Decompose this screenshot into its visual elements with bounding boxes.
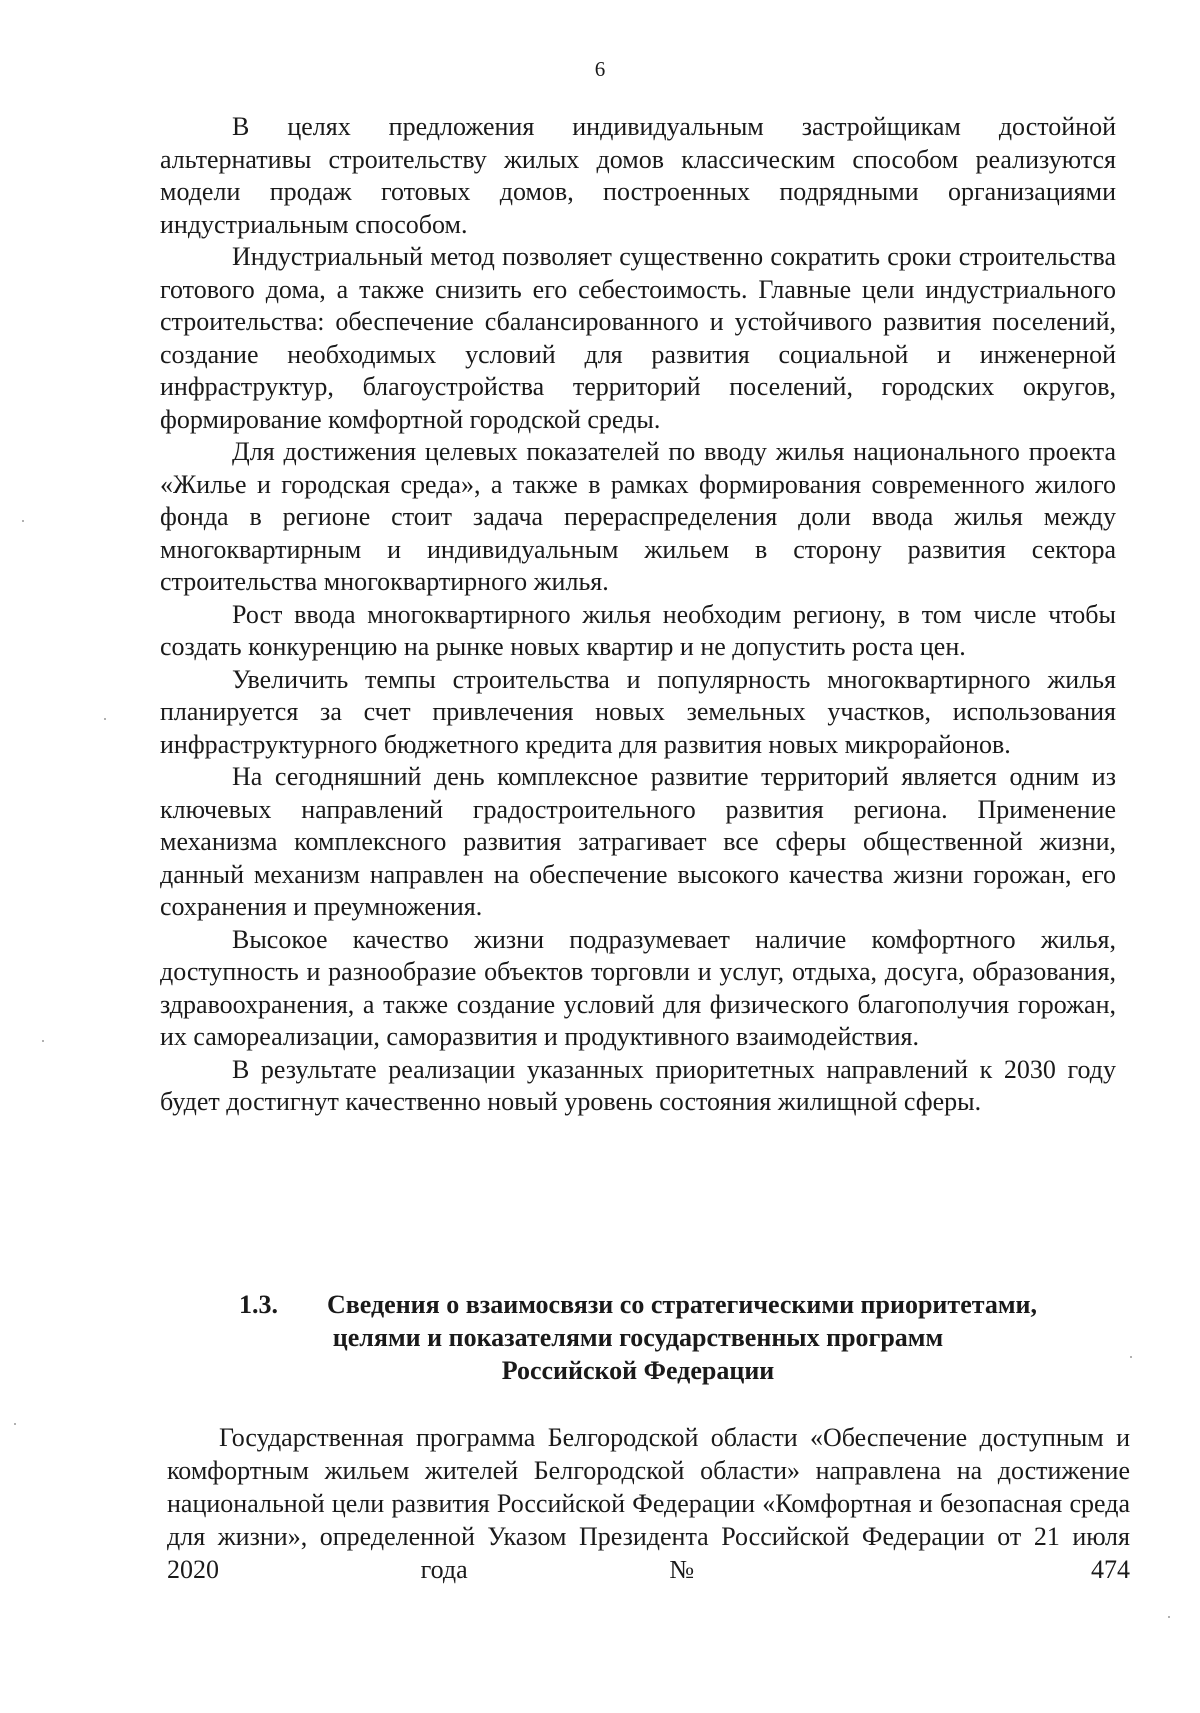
scan-speck <box>42 1040 44 1042</box>
scan-speck <box>104 718 106 720</box>
body-text <box>160 111 1116 1119</box>
paragraph-industrial-method: Индустриальный метод позволяет существенно сократить сроки строительства готового дома, а также снизить его себестоимость. Главные цели индустриального строительства: обеспечение сбалансированного и устойчивого развития поселений, создание необходимых условий для развития социальной и инженерной инфраструктур, благоустройства территорий поселений, городских округов, формирование комфортной городской среды. <box>160 242 1116 434</box>
section-number: 1.3. <box>238 1290 278 1319</box>
page-number: 6 <box>594 57 606 81</box>
section-title-line-1: Сведения о взаимосвязи со стратегическими приоритетами, <box>326 1290 1038 1319</box>
section-title-line-2: целями и показателями государственных программ <box>332 1323 944 1352</box>
paragraph-apartment-growth: Рост ввода многоквартирного жилья необходим региону, в том числе чтобы создать конкуренцию на рынке новых квартир и не допустить роста цен. <box>160 599 1116 661</box>
section-heading-first-line <box>160 1288 1116 1321</box>
scan-speck <box>1130 1356 1132 1358</box>
paragraph-result-2030: В результате реализации указанных приоритетных направлений к 2030 году будет достигнут качественно новый уровень состояния жилищной сферы. <box>160 1054 1116 1116</box>
closing-text <box>167 1421 1130 1586</box>
paragraph-state-program: Государственная программа Белгородской области «Обеспечение доступным и комфортным жильем жителей Белгородской области» направлена на достижение национальной цели развития Российской Федерации «Комфортная и безопасная среда для жизни», определенной Указом Президента Российской Федерации от 21 июля 2020 года № 474 <box>167 1423 1130 1584</box>
section-heading <box>160 1288 1116 1387</box>
scan-speck <box>1168 1616 1170 1618</box>
paragraph-complex-development: На сегодняшний день комплексное развитие территорий является одним из ключевых направлений градостроительного развития региона. Применение механизма комплексного развития затрагивает все сферы общественной жизни, данный механизм направлен на обеспечение высокого качества жизни горожан, его сохранения и преумножения. <box>160 762 1116 921</box>
paragraph-target-indicators: Для достижения целевых показателей по вводу жилья национального проекта «Жилье и городская среда», а также в рамках формирования современного жилого фонда в регионе стоит задача перераспределения доли ввода жилья между многоквартирным и индивидуальным жильем в сторону развития сектора строительства многоквартирного жилья. <box>160 437 1116 596</box>
paragraph-construction-pace: Увеличить темпы строительства и популярность многоквартирного жилья планируется за счет привлечения новых земельных участков, использования инфраструктурного бюджетного кредита для развития новых микрорайонов. <box>160 664 1116 759</box>
scan-speck <box>22 520 24 522</box>
paragraph-quality-of-life: Высокое качество жизни подразумевает наличие комфортного жилья, доступность и разнообразие объектов торговли и услуг, отдыха, досуга, образования, здравоохранения, а также создание условий для физического благополучия горожан, их самореализации, саморазвития и продуктивного взаимодействия. <box>160 924 1116 1051</box>
scan-speck <box>14 1423 16 1425</box>
paragraph-individual-builders: В целях предложения индивидуальным застройщикам достойной альтернативы строительству жилых домов классическим способом реализуются модели продаж готовых домов, построенных подрядными организациями индустриальным способом. <box>160 112 1116 239</box>
section-title-line-3: Российской Федерации <box>501 1356 775 1385</box>
